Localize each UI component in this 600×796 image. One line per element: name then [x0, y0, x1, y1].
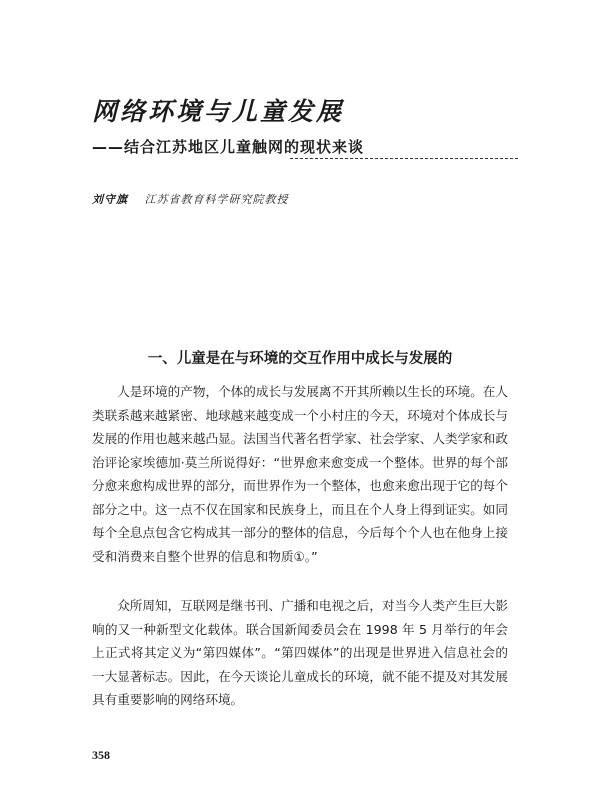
section-heading: 一、儿童是在与环境的交互作用中成长与发展的	[147, 351, 453, 367]
page-number: 358	[92, 748, 110, 762]
paragraph-2: 众所周知，互联网是继书刊、广播和电视之后，对当今人类产生巨大影响的又一种新型文化载体。联合国新闻委员会在 1998 年 5 月举行的年会上正式将其定义为“第四媒体”。“第四媒体”的出现是世界进入信息社会的一大显著标志。因此，在今天谈论儿童成长的环境，就不能不提及对其发展具有重要影响的网络环境。	[92, 598, 508, 707]
byline	[92, 191, 289, 207]
author-affiliation: 江苏省教育科学研究院教授	[144, 193, 289, 206]
paragraph-1: 人是环境的产物，个体的成长与发展离不开其所赖以生长的环境。在人类联系越来越紧密、地球越来越变成一个小村庄的今天，环境对个体成长与发展的作用也越来越凸显。法国当代著名哲学家、社会学家、人类学家和政治评论家埃德加·莫兰所说得好：“世界愈来愈变成一个整体。世界的每个部分愈来愈构成世界的部分，而世界作为一个整体，也愈来愈出现于它的每个部分之中。这一点不仅在国家和民族身上，而且在个人身上得到证实。如同每个全息点包含它构成其一部分的整体的信息，今后每个个人也在他身上接受和消费来自整个世界的信息和物质①。”	[92, 384, 508, 564]
article-title: 网络环境与儿童发展	[92, 97, 345, 126]
author-name: 刘守旗	[92, 193, 128, 206]
article-subtitle: ——结合江苏地区儿童触网的现状来谈	[92, 138, 365, 156]
subtitle-dashed-rule	[290, 158, 518, 159]
